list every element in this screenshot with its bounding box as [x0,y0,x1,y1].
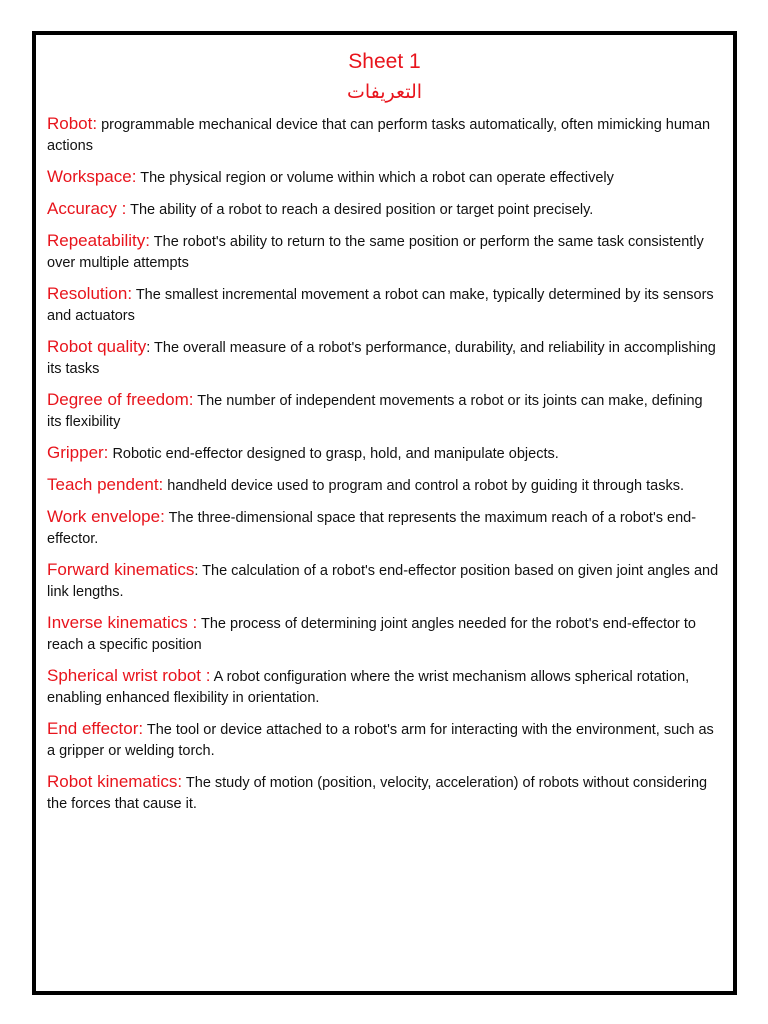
term: Inverse kinematics : [47,613,198,632]
page-frame [32,31,737,995]
definition-spherical-wrist-robot [47,665,721,709]
term: End effector: [47,719,144,738]
term: Robot kinematics: [47,772,183,791]
definition-text: A robot configuration where the wrist mechanism allows spherical rotation, enabling enhanced flexibility in orientation. [47,669,690,706]
definitions-list [36,107,733,815]
definition-text: handheld device used to program and control a robot by guiding it through tasks. [163,478,684,494]
definition-gripper [47,442,721,465]
term: Robot quality [47,337,147,356]
definition-repeatability [47,230,721,274]
definition-inverse-kinematics [47,612,721,656]
definition-robot-quality [47,336,721,380]
definition-text: : The calculation of a robot's end-effector position based on given joint angles and link lengths. [47,563,719,600]
definition-text: The three-dimensional space that represents the maximum reach of a robot's end-effector. [47,510,697,547]
term: Degree of freedom: [47,390,194,409]
term: Teach pendent: [47,475,164,494]
term: Repeatability: [47,231,151,250]
definition-text: The process of determining joint angles needed for the robot's end-effector to reach a specific position [47,616,696,653]
term: Robot: [47,114,98,133]
term: Accuracy : [47,199,127,218]
definition-text: The physical region or volume within which a robot can operate effectively [136,170,614,186]
definition-end-effector [47,718,721,762]
definition-text: The smallest incremental movement a robot can make, typically determined by its sensors and actuators [47,287,714,324]
definition-work-envelope [47,506,721,550]
definition-text: programmable mechanical device that can perform tasks automatically, often mimicking human actions [47,117,711,154]
definition-text: The ability of a robot to reach a desired position or target point precisely. [126,202,594,218]
term: Workspace: [47,167,137,186]
definition-text: The number of independent movements a robot or its joints can make, defining its flexibility [47,393,703,430]
term: Work envelope: [47,507,165,526]
definition-forward-kinematics [47,559,721,603]
definition-accuracy [47,198,721,221]
definition-text: The study of motion (position, velocity, acceleration) of robots without considering the forces that cause it. [47,775,708,812]
definition-text: Robotic end-effector designed to grasp, hold, and manipulate objects. [108,446,559,462]
definition-text: The robot's ability to return to the same position or perform the same task consistently over multiple attempts [47,234,704,271]
definition-resolution [47,283,721,327]
term: Gripper: [47,443,109,462]
definition-text: The tool or device attached to a robot's arm for interacting with the environment, such as a gripper or welding torch. [47,722,714,759]
definition-workspace [47,166,721,189]
term: Spherical wrist robot : [47,666,211,685]
definition-teach-pendent [47,474,721,497]
sheet-title: Sheet 1 [348,50,421,73]
definition-text: : The overall measure of a robot's performance, durability, and reliability in accomplishing its tasks [47,340,716,377]
definition-degree-of-freedom [47,389,721,433]
definitions-heading-arabic: التعريفات [346,81,423,103]
term: Resolution: [47,284,133,303]
header [36,35,733,107]
definition-robot-kinematics [47,771,721,815]
term: Forward kinematics [47,560,195,579]
definition-robot [47,113,721,157]
